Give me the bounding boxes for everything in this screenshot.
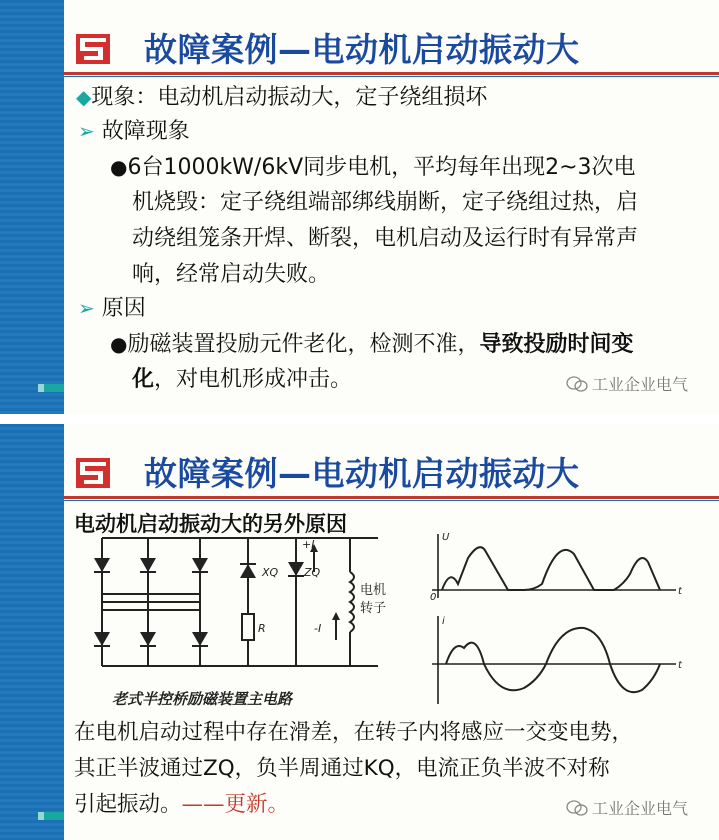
phenomenon-line: ◆现象：电动机启动振动大，定子绕组损坏: [76, 85, 488, 110]
title-divider: [64, 76, 719, 77]
title-divider: [64, 500, 719, 501]
exciter-circuit-diagram: [88, 532, 408, 688]
zq-label: ZQ: [304, 566, 321, 579]
fault-line: 动绕组笼条开焊、断裂，电机启动及运行时有异常声: [132, 226, 639, 251]
zero-label: 0: [430, 592, 437, 603]
fault-line: 机烧毁：定子绕组端部绑线崩断，定子绕组过热，启: [132, 190, 639, 215]
t-axis-label: t: [678, 586, 682, 597]
fault-line: 响，经常启动失败。: [132, 262, 331, 287]
rotor-label: 转子: [360, 601, 387, 616]
body-line: 其正半波通过ZQ，负半周通过KQ，电流正负半波不对称: [74, 756, 610, 781]
diamond-bullet-icon: ◆: [76, 85, 92, 109]
title-divider: [64, 72, 719, 75]
watermark: 工业企业电气: [566, 372, 688, 395]
section-subheading: 电动机启动振动大的另外原因: [74, 512, 347, 536]
slide-1: [0, 0, 719, 414]
body-line: 在电机启动过程中存在滑差，在转子内将感应一交变电势，: [74, 720, 634, 745]
update-note: ——更新。: [181, 792, 290, 817]
fault-heading: ➢ 故障现象: [78, 119, 190, 144]
page-title: 故障案例—电动机启动振动大: [144, 454, 580, 493]
minus-if-label: -I: [314, 622, 322, 635]
u-axis-label: U: [442, 532, 450, 543]
slide-sidebar: [0, 0, 64, 414]
title-divider: [64, 496, 719, 499]
watermark: 工业企业电气: [566, 796, 688, 819]
fault-line: ●6台1000kW/6kV同步电机，平均每年出现2~3次电: [110, 155, 636, 180]
slide-sidebar: [0, 424, 64, 840]
cause-line: 化，对电机形成冲击。: [132, 367, 353, 392]
body-line: 引起振动。——更新。: [74, 792, 290, 817]
sidebar-accent: [44, 384, 64, 392]
xq-label: XQ: [262, 566, 279, 579]
dot-bullet-icon: ●: [110, 332, 128, 356]
wechat-icon: [566, 800, 588, 816]
wechat-icon: [566, 376, 588, 392]
sidebar-accent: [44, 812, 64, 820]
company-logo-icon: [76, 458, 110, 488]
slide-2: [0, 424, 719, 840]
page-title: 故障案例—电动机启动振动大: [144, 30, 580, 69]
arrow-bullet-icon: ➢: [78, 296, 95, 320]
arrow-bullet-icon: ➢: [78, 119, 95, 143]
motor-label: 电机: [360, 583, 387, 598]
t-axis-label: t: [678, 660, 682, 671]
rfd-label: R: [258, 622, 266, 635]
cause-heading: ➢ 原因: [78, 296, 146, 321]
plus-if-label: +I: [302, 538, 315, 551]
i-axis-label: i: [442, 616, 445, 627]
dot-bullet-icon: ●: [110, 155, 128, 179]
waveform-diagram: [424, 528, 688, 708]
cause-line: ●励磁装置投励元件老化，检测不准，导致投励时间变: [110, 332, 634, 357]
company-logo-icon: [76, 34, 110, 64]
diagram-caption: 老式半控桥励磁装置主电路: [112, 690, 293, 708]
